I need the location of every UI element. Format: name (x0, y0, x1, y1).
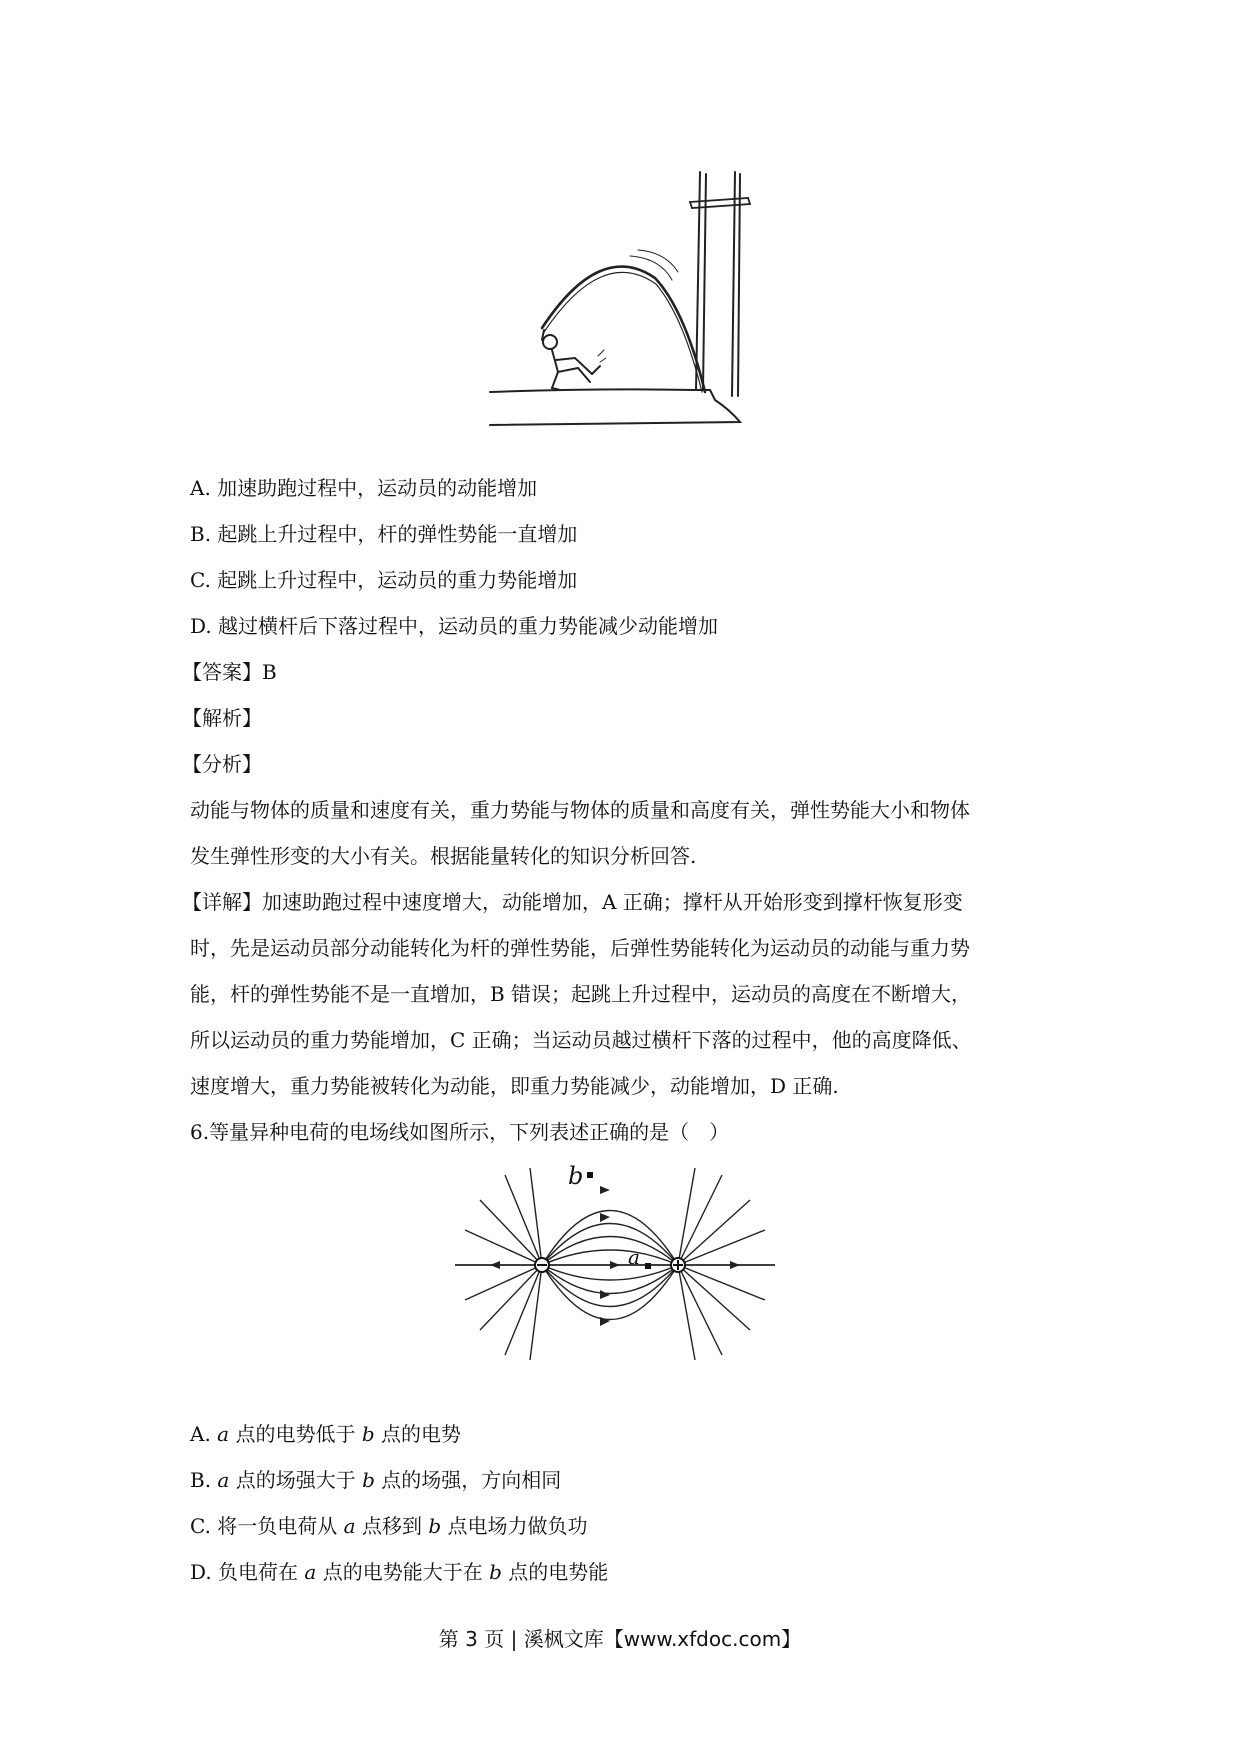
electric-field-figure (450, 1160, 780, 1360)
var-b: b (428, 1514, 442, 1538)
var-a: a (217, 1422, 230, 1446)
q5-option-d: D. 越过横杆后下落过程中，运动员的重力势能减少动能增加 (190, 614, 719, 638)
option-text: 点电场力做负功 (441, 1514, 588, 1538)
var-a: a (217, 1468, 230, 1492)
option-text: 点的电势 (374, 1422, 461, 1446)
var-a: a (304, 1560, 317, 1584)
footer-brand: 溪枫文库【www.xfdoc.com】 (523, 1627, 802, 1651)
option-text: B. (190, 1468, 218, 1492)
page-footer (0, 1623, 1240, 1652)
detail-line: 速度增大，重力势能被转化为动能，即重力势能减少，动能增加，D 正确. (190, 1074, 839, 1098)
pole-vault-figure (480, 160, 760, 430)
q5-option-a: A. 加速助跑过程中，运动员的动能增加 (190, 476, 538, 500)
q6-option-c (190, 1512, 1060, 1540)
var-b: b (362, 1468, 375, 1492)
q5-option-c: C. 起跳上升过程中，运动员的重力势能增加 (190, 568, 578, 592)
option-text: C. 将一负电荷从 (190, 1514, 344, 1538)
q5-analysis-heading: 【解析】 (182, 706, 262, 730)
q6-stem: 6.等量异种电荷的电场线如图所示，下列表述正确的是（ ） (190, 1120, 730, 1144)
q6-option-a (190, 1420, 1060, 1448)
detail-line: 能，杆的弹性势能不是一直增加，B 错误；起跳上升过程中，运动员的高度在不断增大， (190, 982, 972, 1006)
option-text: 点的电势能 (501, 1560, 609, 1584)
footer-separator: | (504, 1627, 524, 1651)
detail-line: 所以运动员的重力势能增加，C 正确；当运动员越过横杆下落的过程中，他的高度降低、 (190, 1028, 972, 1052)
option-text: 点的场强大于 (229, 1468, 363, 1492)
analysis-line: 动能与物体的质量和速度有关，重力势能与物体的质量和高度有关，弹性势能大小和物体 (190, 798, 970, 822)
detail-line: 【详解】加速助跑过程中速度增大，动能增加，A 正确；撑杆从开始形变到撑杆恢复形变 (182, 890, 963, 914)
var-b: b (489, 1560, 502, 1584)
point-a-label: a (628, 1245, 640, 1269)
q6-option-b (190, 1466, 1060, 1494)
q5-option-b: B. 起跳上升过程中，杆的弹性势能一直增加 (190, 522, 578, 546)
option-text: 点的电势能大于在 (316, 1560, 490, 1584)
q5-analysis-text (190, 796, 1060, 888)
option-text: A. (190, 1422, 218, 1446)
q5-detail-text (182, 888, 1052, 1118)
var-b: b (361, 1422, 375, 1446)
detail-line: 时，先是运动员部分动能转化为杆的弹性势能，后弹性势能转化为运动员的动能与重力势 (190, 936, 970, 960)
analysis-line: 发生弹性形变的大小有关。根据能量转化的知识分析回答. (190, 844, 697, 868)
point-b-label: b (568, 1162, 584, 1190)
q5-analysis-sub: 【分析】 (182, 752, 262, 776)
option-text: 点移到 (355, 1514, 429, 1538)
q6-option-d (190, 1558, 1060, 1586)
option-text: 点的电势低于 (229, 1422, 362, 1446)
option-text: D. 负电荷在 (190, 1560, 305, 1584)
option-text: 点的场强，方向相同 (374, 1468, 562, 1492)
q5-answer: 【答案】B (182, 660, 277, 684)
page-number: 第 3 页 (438, 1627, 505, 1651)
var-a: a (343, 1514, 356, 1538)
